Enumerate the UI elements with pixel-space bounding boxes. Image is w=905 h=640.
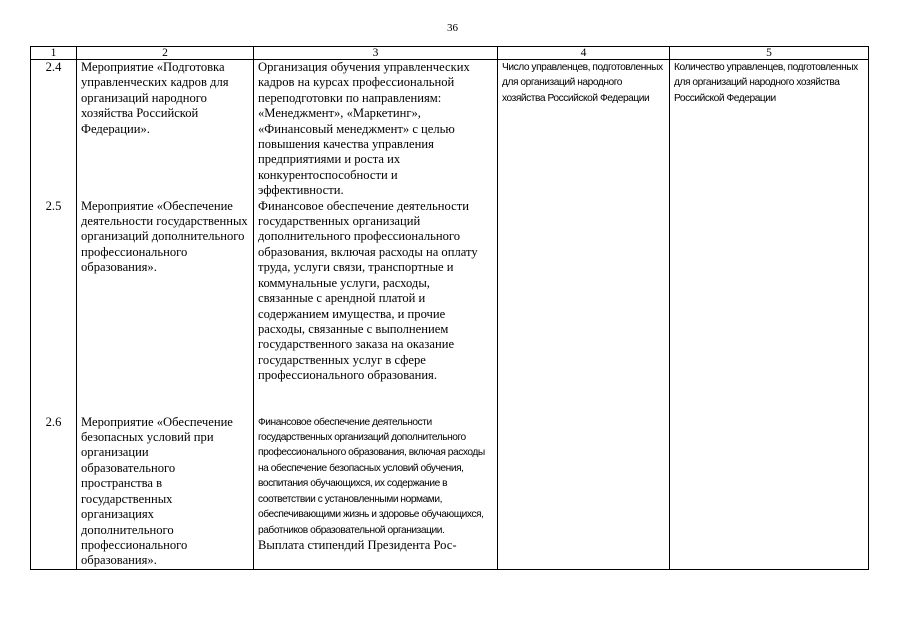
header-col-3: 3 [254,47,498,60]
description-cell: Финансовое обеспечение деятельности государственных организаций дополнительного профессионального образования, включая расходы на оплату труда, услуги связи, транспортные и коммунальные услуги, расходы, связанные с арендной платой и содержанием имущества, и прочие расходы, связанные с выполнением государственного заказа на оказание государственных услуг в сфере профессионального образования. [254,199,498,415]
result-cell [670,199,869,415]
table-row [31,60,869,199]
indicator-cell [498,415,670,570]
result-cell [670,415,869,570]
page-number: 36 [447,22,458,34]
indicator-cell: Число управленцев, подготовленных для организаций народного хозяйства Российской Федерации [498,60,670,199]
header-col-1: 1 [31,47,77,60]
row-number: 2.4 [31,60,77,199]
indicator-cell [498,199,670,415]
row-number: 2.5 [31,199,77,415]
result-cell: Количество управленцев, подготовленных для организаций народного хозяйства Российской Федерации [670,60,869,199]
row-number: 2.6 [31,415,77,570]
header-col-2: 2 [77,47,254,60]
event-cell: Мероприятие «Обеспечение деятельности государственных организаций дополнительного профессионального образования». [77,199,254,415]
table-row [31,415,869,570]
event-cell: Мероприятие «Обеспечение безопасных условий при организации образовательного пространства в государственных организациях дополнительного профессионального образования». [77,415,254,570]
description-cell: Организация обучения управленческих кадров на курсах профессиональной переподготовки по направлениям: «Менеджмент», «Маркетинг», «Финансовый менеджмент» с целью повышения качества управления предприятиями и роста их конкурентоспособности и эффективности. [254,60,498,199]
description-continued-text: Выплата стипендий Президента Рос- [258,537,457,552]
description-text: Финансовое обеспечение деятельности государственных организаций дополнительного профессионального образования, включая расходы на обеспечение безопасных условий обучения, воспитания обучающихся, их содержание в соответствии с установленными нормами, обеспечивающими жизнь и здоровье обучающихся, работников образовательной организации. [258,416,485,536]
program-table [30,46,869,570]
table-row [31,199,869,415]
description-cell [254,415,498,570]
header-col-5: 5 [670,47,869,60]
header-row [31,47,869,60]
header-col-4: 4 [498,47,670,60]
event-cell: Мероприятие «Подготовка управленческих кадров для организаций народного хозяйства Российской Федерации». [77,60,254,199]
